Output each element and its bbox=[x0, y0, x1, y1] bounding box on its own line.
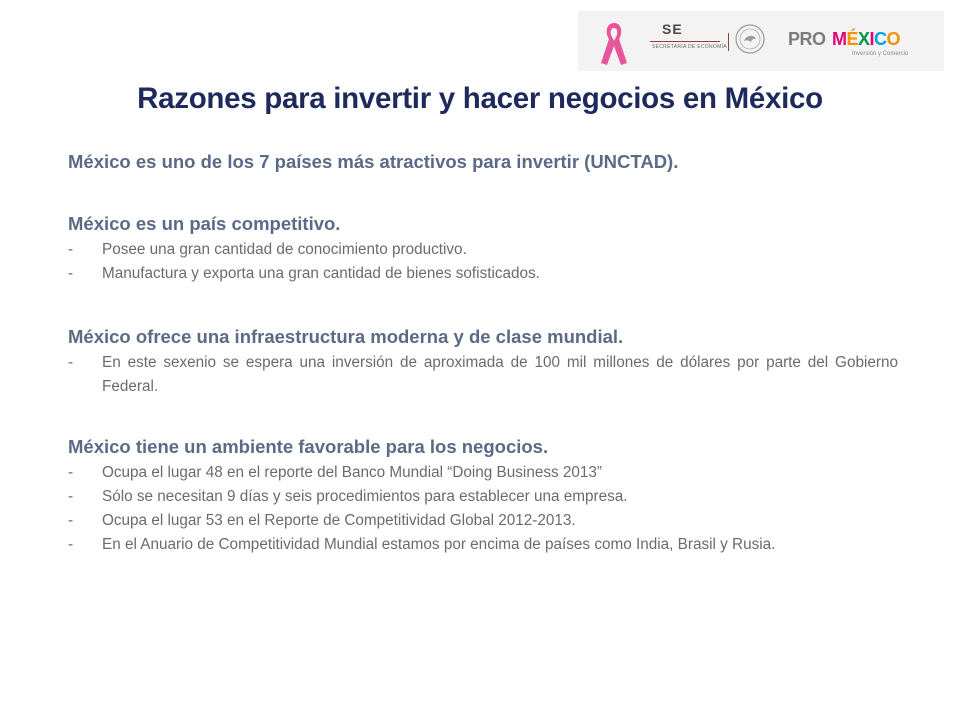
bullet-text: Sólo se necesitan 9 días y seis procedimientos para establecer una empresa. bbox=[102, 488, 628, 505]
page-title: Razones para invertir y hacer negocios en México bbox=[137, 82, 823, 115]
list-item bbox=[68, 533, 898, 557]
bullet-marker: - bbox=[68, 488, 74, 505]
national-seal-icon bbox=[734, 23, 766, 55]
promexico-logo-mexico: MÉXICO bbox=[832, 29, 901, 49]
list-item bbox=[68, 485, 898, 509]
section-competitivo bbox=[68, 210, 898, 286]
list-item bbox=[68, 351, 898, 399]
section-heading: México es un país competitivo. bbox=[68, 213, 341, 234]
promexico-logo-subtitle: Inversión y Comercio bbox=[852, 51, 909, 57]
list-item bbox=[68, 262, 898, 286]
header-logo-strip bbox=[578, 11, 944, 71]
se-logo-rule bbox=[650, 41, 720, 42]
se-logo bbox=[650, 21, 727, 57]
section-unctad bbox=[68, 148, 898, 176]
pink-ribbon-icon bbox=[596, 19, 632, 67]
promexico-logo bbox=[788, 29, 928, 69]
se-logo-subtitle: SECRETARÍA DE ECONOMÍA bbox=[652, 44, 727, 50]
bullet-text: Ocupa el lugar 48 en el reporte del Banco Mundial “Doing Business 2013” bbox=[102, 464, 603, 481]
section-heading: México tiene un ambiente favorable para los negocios. bbox=[68, 436, 549, 457]
section-heading: México es uno de los 7 países más atractivos para invertir (UNCTAD). bbox=[68, 151, 679, 172]
bullet-text: Manufactura y exporta una gran cantidad de bienes sofisticados. bbox=[102, 265, 540, 282]
bullet-marker: - bbox=[68, 512, 74, 529]
bullet-text: Ocupa el lugar 53 en el Reporte de Competitividad Global 2012-2013. bbox=[102, 512, 576, 529]
se-logo-text: SE bbox=[662, 21, 683, 37]
list-item bbox=[68, 238, 898, 262]
promexico-logo-pro: PRO bbox=[788, 29, 826, 49]
list-item bbox=[68, 509, 898, 533]
bullet-marker: - bbox=[68, 241, 74, 258]
content-body bbox=[68, 148, 898, 557]
section-heading: México ofrece una infraestructura moderna y de clase mundial. bbox=[68, 326, 624, 347]
bullet-text: En el Anuario de Competitividad Mundial estamos por encima de países como India, Brasil y Rusia. bbox=[102, 536, 776, 553]
logo-divider bbox=[728, 33, 729, 51]
list-item bbox=[68, 461, 898, 485]
section-negocios bbox=[68, 433, 898, 557]
bullet-marker: - bbox=[68, 354, 74, 371]
bullet-text: Posee una gran cantidad de conocimiento productivo. bbox=[102, 241, 467, 258]
section-infraestructura bbox=[68, 323, 898, 399]
bullet-text: En este sexenio se espera una inversión de aproximada de 100 mil millones de dólares por parte del Gobierno Federal. bbox=[102, 354, 898, 395]
bullet-marker: - bbox=[68, 536, 74, 553]
bullet-marker: - bbox=[68, 464, 74, 481]
bullet-marker: - bbox=[68, 265, 74, 282]
